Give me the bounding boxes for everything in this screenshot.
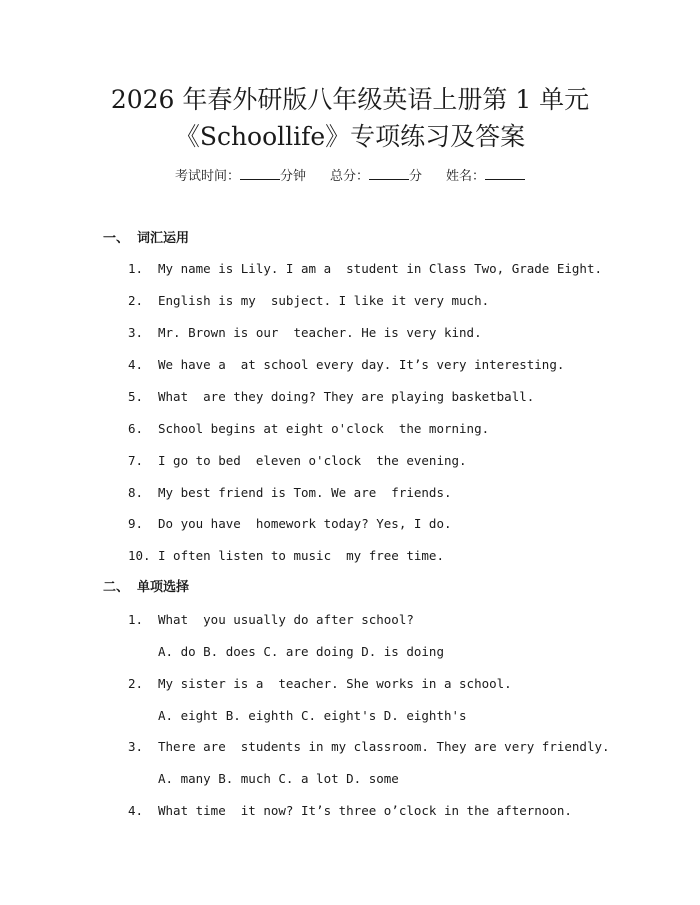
- exam-score-blank: [369, 166, 409, 180]
- exam-score-unit: 分: [409, 169, 423, 184]
- question-text: What you usually do after school?: [158, 612, 414, 627]
- section-number: 一、: [103, 231, 130, 246]
- question-line: [128, 610, 414, 630]
- question-line: [128, 483, 452, 503]
- question-number: 5.: [128, 389, 144, 404]
- question-text: School begins at eight o'clock the morning.: [158, 421, 490, 436]
- question-number: 4.: [128, 357, 144, 372]
- section-title: 单项选择: [137, 580, 190, 595]
- question-number: 3.: [128, 739, 144, 754]
- question-text: English is my subject. I like it very much.: [158, 293, 490, 308]
- question-line: [128, 419, 489, 439]
- question-line: [128, 801, 572, 821]
- question-text: What are they doing? They are playing basketball.: [158, 389, 535, 404]
- exam-score: [330, 169, 422, 184]
- question-options: A. do B. does C. are doing D. is doing: [158, 644, 444, 659]
- question-number: 9.: [128, 516, 144, 531]
- question-text: We have a at school every day. It’s very interesting.: [158, 357, 565, 372]
- page-title-line-2: 《Schoollife》专项练习及答案: [174, 122, 526, 151]
- question-text: Mr. Brown is our teacher. He is very kind.: [158, 325, 482, 340]
- exam-time: [175, 169, 306, 184]
- question-line: [128, 291, 489, 311]
- question-text: My sister is a teacher. She works in a school.: [158, 676, 512, 691]
- question-text: Do you have homework today? Yes, I do.: [158, 516, 452, 531]
- exam-name-blank: [485, 166, 525, 180]
- page-title-line-1: 2026 年春外研版八年级英语上册第 1 单元: [110, 85, 590, 114]
- question-number: 2.: [128, 293, 144, 308]
- question-line: [128, 674, 512, 694]
- section-heading-vocabulary: [103, 229, 189, 249]
- question-text: There are students in my classroom. They are very friendly.: [158, 739, 610, 754]
- exam-name-label: 姓名：: [446, 169, 486, 184]
- question-number: 4.: [128, 803, 144, 818]
- section-title: 词汇运用: [137, 231, 190, 246]
- question-number: 7.: [128, 453, 144, 468]
- question-line: [128, 514, 452, 534]
- question-number: 10.: [128, 548, 151, 563]
- exam-name: [446, 169, 525, 184]
- question-number: 3.: [128, 325, 144, 340]
- question-line: [128, 737, 610, 757]
- exam-meta: [0, 166, 700, 188]
- question-number: 2.: [128, 676, 144, 691]
- exam-time-unit: 分钟: [279, 169, 306, 184]
- question-number: 6.: [128, 421, 144, 436]
- question-options: A. eight B. eighth C. eight's D. eighth's: [158, 708, 467, 723]
- exam-score-label: 总分：: [329, 169, 369, 184]
- question-line: [128, 259, 602, 279]
- question-line: [128, 323, 482, 343]
- question-line: [128, 387, 534, 407]
- question-text: My name is Lily. I am a student in Class Two, Grade Eight.: [158, 261, 603, 276]
- section-number: 二、: [103, 580, 130, 595]
- exam-time-blank: [240, 166, 280, 180]
- question-line: [128, 546, 444, 566]
- question-number: 1.: [128, 261, 144, 276]
- question-text: What time it now? It’s three o’clock in the afternoon.: [158, 803, 572, 818]
- question-options: A. many B. much C. a lot D. some: [158, 771, 399, 786]
- exam-time-label: 考试时间：: [174, 169, 240, 184]
- question-line: [128, 451, 467, 471]
- question-number: 8.: [128, 485, 144, 500]
- question-text: I often listen to music my free time.: [158, 548, 444, 563]
- question-number: 1.: [128, 612, 144, 627]
- section-heading-multiple-choice: [103, 578, 189, 598]
- question-line: [128, 355, 564, 375]
- question-text: My best friend is Tom. We are friends.: [158, 485, 452, 500]
- question-text: I go to bed eleven o'clock the evening.: [158, 453, 467, 468]
